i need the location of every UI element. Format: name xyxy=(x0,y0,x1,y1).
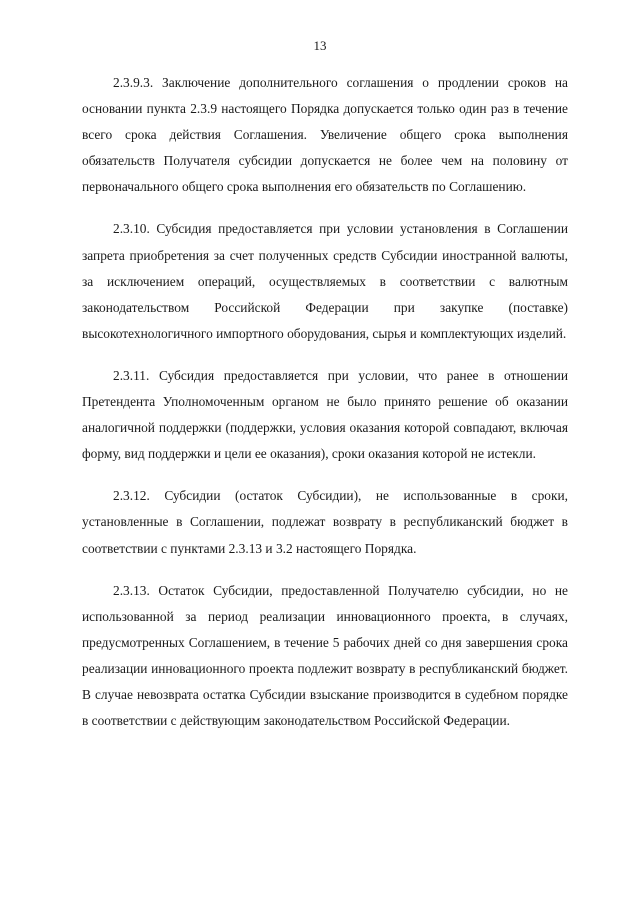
paragraph-2-3-11: 2.3.11. Субсидия предоставляется при условии, что ранее в отношении Претендента Уполномоченным органом не было принято решение об оказании аналогичной поддержки (поддержки, условия оказания которой совпадают, включая форму, вид поддержки и цели ее оказания), сроки оказания которой не истекли. xyxy=(82,367,568,462)
paragraph-2-3-9-3: 2.3.9.3. Заключение дополнительного соглашения о продлении сроков на основании пункта 2.3.9 настоящего Порядка допускается только один раз в течение всего срока действия Соглашения. Увеличение общего срока выполнения обязательств Получателя субсидии допускается не более чем на половину от первоначального общего срока выполнения его обязательств по Соглашению. xyxy=(82,75,568,195)
page-number: 13 xyxy=(313,38,327,53)
document-body xyxy=(82,70,568,750)
paragraph-2-3-13: 2.3.13. Остаток Субсидии, предоставленной Получателю субсидии, но не использованной за период реализации инновационного проекта, в случаях, предусмотренных Соглашением, в течение 5 рабочих дней со дня завершения срока реализации инновационного проекта подлежит возврату в республиканский бюджет. В случае невозврата остатка Субсидии взыскание производится в судебном порядке в соответствии с действующим законодательством Российской Федерации. xyxy=(82,582,568,729)
paragraph-2-3-10: 2.3.10. Субсидия предоставляется при условии установления в Соглашении запрета приобретения за счет полученных средств Субсидии иностранной валюты, за исключением операций, осуществляемых в соответствии с валютным законодательством Российской Федерации при закупке (поставке) высокотехнологичного импортного оборудования, сырья и комплектующих изделий. xyxy=(82,221,568,341)
paragraph-2-3-12: 2.3.12. Субсидии (остаток Субсидии), не использованные в сроки, установленные в Соглашении, подлежат возврату в республиканский бюджет в соответствии с пунктами 2.3.13 и 3.2 настоящего Порядка. xyxy=(82,488,568,556)
